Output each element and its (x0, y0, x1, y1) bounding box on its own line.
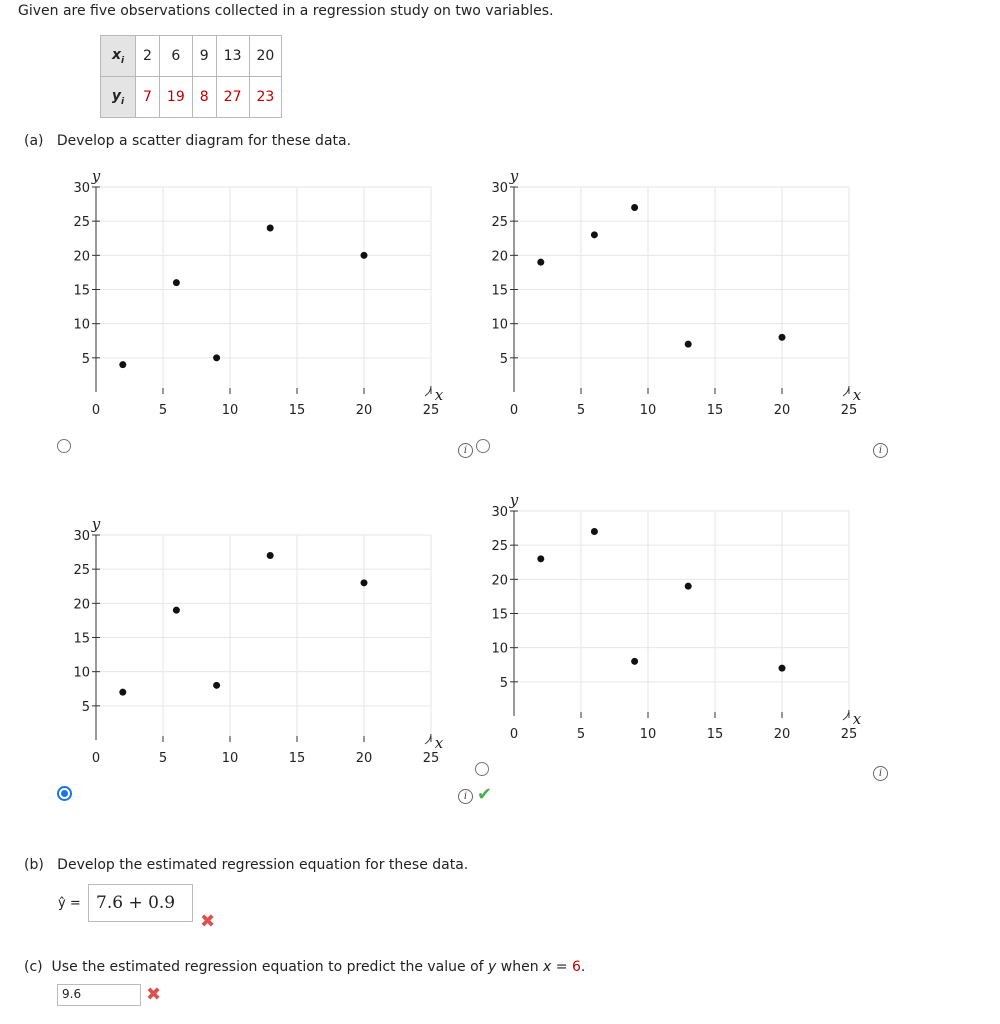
equals-sign: = (551, 959, 572, 975)
x-tick-label: 15 (288, 403, 306, 418)
part-a-question (24, 133, 351, 149)
data-point (361, 252, 368, 259)
part-c-question (24, 959, 585, 975)
y-tick-label: 25 (73, 563, 90, 579)
data-point (173, 607, 180, 614)
y-axis-label: y (509, 167, 519, 185)
y-tick-label: 10 (491, 641, 508, 657)
x-tick-label: 15 (288, 751, 306, 766)
info-icon[interactable]: i (873, 766, 888, 781)
data-point (779, 334, 786, 341)
y-tick-label: 30 (491, 181, 508, 196)
x-tick-label: 0 (91, 403, 101, 418)
period: . (580, 959, 586, 975)
y-tick-label: 10 (73, 317, 90, 333)
x-cell: 9 (192, 36, 216, 77)
x-row (101, 36, 282, 77)
x-cell: 2 (136, 36, 160, 77)
x-axis-label: x (852, 386, 862, 404)
x-header: $x_i$ (101, 36, 136, 77)
x-axis-label: x (434, 386, 444, 404)
x-tick-label: 20 (773, 403, 791, 418)
info-icon[interactable]: i (458, 443, 473, 458)
part-a-text: Develop a scatter diagram for these data. (56, 133, 352, 149)
equation-answer-value: 7.6 + 0.9 (96, 893, 176, 913)
x-axis-arrow (425, 386, 431, 396)
x-tick-label: 10 (639, 727, 657, 742)
option-3-radio[interactable] (57, 786, 72, 801)
x-axis-label: x (434, 734, 444, 752)
y-cell: 27 (216, 77, 249, 118)
y-tick-label: 15 (491, 607, 508, 623)
y-tick-label: 5 (81, 351, 90, 367)
x-tick-label: 20 (355, 403, 373, 418)
x-tick-label: 5 (576, 727, 586, 742)
part-c-text: Use the estimated regression equation to predict the value of (51, 959, 489, 975)
y-axis-label: y (509, 491, 519, 509)
y-cell: 8 (192, 77, 216, 118)
x-axis-arrow (843, 386, 849, 396)
y-tick-label: 5 (81, 699, 90, 715)
option-1-radio[interactable] (57, 439, 71, 453)
x-tick-label: 25 (422, 403, 440, 418)
scatter-chart-option-2 (458, 160, 878, 420)
y-tick-label: 5 (499, 351, 508, 367)
yhat-label: ŷ = (58, 896, 81, 911)
prediction-answer-field[interactable] (57, 984, 141, 1006)
x-tick-label: 0 (509, 403, 519, 418)
y-tick-label: 20 (73, 597, 90, 613)
part-c-label: (c) (24, 959, 43, 975)
y-tick-label: 30 (73, 529, 90, 544)
y-tick-label: 20 (491, 249, 508, 265)
y-tick-label: 20 (73, 249, 90, 265)
x-axis-arrow (425, 734, 431, 744)
data-point (779, 665, 786, 672)
data-point (591, 231, 598, 238)
y-cell: 23 (249, 77, 282, 118)
data-point (267, 552, 274, 559)
correct-check-icon: ✔ (477, 784, 493, 805)
x-cell: 20 (249, 36, 282, 77)
y-tick-label: 25 (491, 539, 508, 555)
scatter-chart-option-3 (40, 508, 460, 768)
data-table (100, 35, 282, 118)
option-4-radio[interactable] (475, 762, 489, 776)
x-tick-label: 25 (840, 403, 858, 418)
data-point (537, 259, 544, 266)
x-tick-label: 0 (509, 727, 519, 742)
x-tick-label: 20 (355, 751, 373, 766)
y-tick-label: 10 (73, 665, 90, 681)
x-tick-label: 25 (422, 751, 440, 766)
scatter-chart-option-1 (40, 160, 460, 420)
y-tick-label: 25 (73, 215, 90, 231)
y-row (101, 77, 282, 118)
y-header: $y_i$ (101, 77, 136, 118)
x-tick-label: 10 (221, 751, 239, 766)
part-a-label: (a) (24, 133, 44, 149)
y-axis-label: y (91, 515, 101, 533)
part-b-label: (b) (24, 857, 44, 873)
y-tick-label: 30 (491, 505, 508, 520)
data-point (631, 204, 638, 211)
data-point (591, 528, 598, 535)
data-point (685, 341, 692, 348)
info-icon[interactable]: i (458, 789, 473, 804)
x-value: 6 (571, 959, 581, 975)
x-tick-label: 15 (706, 403, 724, 418)
data-point (361, 579, 368, 586)
x-tick-label: 10 (221, 403, 239, 418)
y-tick-label: 5 (499, 675, 508, 691)
data-point (685, 583, 692, 590)
part-c-text-mid: when (496, 959, 544, 975)
y-tick-label: 30 (73, 181, 90, 196)
data-point (537, 555, 544, 562)
x-tick-label: 5 (158, 751, 168, 766)
data-point (213, 354, 220, 361)
scatter-chart-option-4 (458, 484, 878, 744)
y-axis-label: y (91, 167, 101, 185)
incorrect-x-icon: ✖ (200, 911, 216, 932)
x-cell: 6 (159, 36, 192, 77)
data-point (267, 225, 274, 232)
x-axis-arrow (843, 710, 849, 720)
part-b-text: Develop the estimated regression equation for these data. (57, 857, 469, 873)
y-tick-label: 25 (491, 215, 508, 231)
y-tick-label: 20 (491, 573, 508, 589)
data-point (631, 658, 638, 665)
x-tick-label: 0 (91, 751, 101, 766)
data-point (173, 279, 180, 286)
x-tick-label: 10 (639, 403, 657, 418)
prediction-answer-value: 9.6 (62, 987, 82, 1001)
x-cell: 13 (216, 36, 249, 77)
info-icon[interactable]: i (873, 443, 888, 458)
incorrect-x-icon: ✖ (146, 984, 162, 1005)
x-tick-label: 25 (840, 727, 858, 742)
x-tick-label: 15 (706, 727, 724, 742)
part-b-question (24, 857, 468, 873)
y-tick-label: 15 (73, 283, 90, 299)
y-tick-label: 10 (491, 317, 508, 333)
x-tick-label: 5 (158, 403, 168, 418)
var-y: y (488, 959, 497, 975)
intro-text: Given are five observations collected in a regression study on two variables. (18, 3, 554, 19)
x-axis-label: x (852, 710, 862, 728)
data-point (119, 689, 126, 696)
y-tick-label: 15 (73, 631, 90, 647)
x-tick-label: 5 (576, 403, 586, 418)
equation-answer-field[interactable] (88, 884, 193, 922)
data-point (119, 361, 126, 368)
x-tick-label: 20 (773, 727, 791, 742)
data-point (213, 682, 220, 689)
y-cell: 7 (136, 77, 160, 118)
option-2-radio[interactable] (476, 439, 490, 453)
y-tick-label: 15 (491, 283, 508, 299)
var-x: x (543, 959, 552, 975)
y-cell: 19 (159, 77, 192, 118)
